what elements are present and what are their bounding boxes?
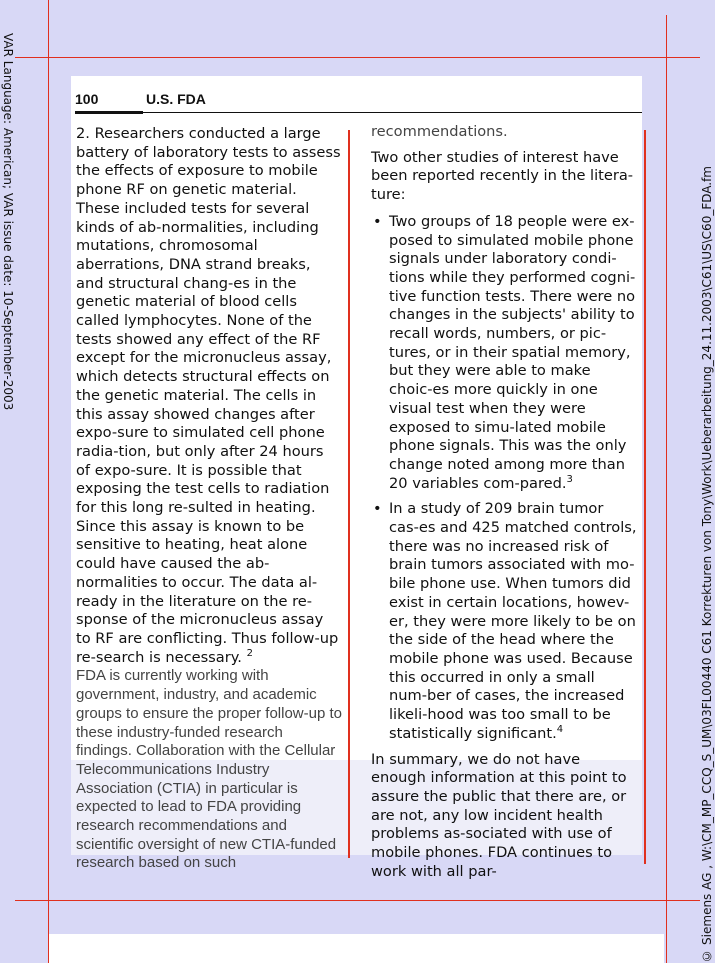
page-number: 100	[75, 91, 99, 107]
list-item	[371, 500, 637, 743]
footnote-ref-4: 4	[556, 723, 564, 735]
guide-line-bottom	[15, 900, 700, 901]
study-list	[371, 213, 637, 744]
header-rule	[75, 112, 642, 113]
paragraph-intro: Two other studies of interest have been reported recently in the litera-ture:	[371, 148, 634, 204]
footnote-ref-2: 2	[246, 647, 253, 659]
change-bar-left	[348, 130, 350, 858]
page-header	[75, 83, 642, 109]
document-page	[71, 76, 642, 880]
next-page-edge	[49, 934, 664, 963]
list-item-text: In a study of 209 brain tumor cas-es and 425 matched controls, there was no increased risk of brain tumors associated with mo-bile phone use. When tumors did exist in certain locations, howev-er, they were more likely to be on the side of the head where the mobile phone was used. Because this occurred in only a small num-ber of cases, the increased likeli-hood was too small to be statistically significant.	[389, 500, 637, 742]
guide-line-top	[15, 57, 700, 58]
footnote-ref-3: 3	[566, 473, 573, 485]
left-column	[76, 125, 342, 873]
paragraph-continuation: recommendations.	[371, 123, 508, 140]
paragraph-fda: FDA is currently working with government, industry, and academic groups to ensure the proper follow-up to these industry-funded research findings. Collaboration with the Cellular Telecommunications Industry Association (CTIA) in particular is expected to lead to FDA providing research recommendations and scientific oversight of new CTIA-funded research based on such	[76, 667, 342, 872]
header-rule-accent	[75, 111, 143, 114]
margin-note-left: VAR Language: American; VAR issue date: 10-September-2003	[1, 33, 15, 411]
paragraph-summary: In summary, we do not have enough information at this point to assure the public that there are, or are not, any low incident health problems as-sociated with use of mobile phones. FDA continues to work with all par-	[371, 750, 627, 880]
right-column	[371, 125, 637, 881]
guide-line-left	[48, 0, 49, 963]
list-item	[371, 213, 637, 494]
paragraph-research-text: 2. Researchers conducted a large battery of laboratory tests to assess the effects of exposure to mobile phone RF on genetic material. These included tests for several kinds of ab-normalities, including mutations, chromosomal aberrations, DNA strand breaks, and structural chang-es in the genetic material of blood cells called lymphocytes. None of the tests showed any effect of the RF except for the micronucleus assay, which detects structural effects on the genetic material. The cells in this assay showed changes after expo-sure to simulated cell phone radia-tion, but only after 24 hours of expo-sure. It is possible that exposing the test cells to radiation for this long re-sulted in heating. Since this assay is known to be sensitive to heating, heat alone could have caused the ab-normalities to occur. The data al-ready in the literature on the re-sponse of the micronucleus assay to RF are conflicting. Thus follow-up re-search is necessary.	[76, 125, 341, 666]
change-bar-right	[644, 130, 646, 864]
margin-note-right: © Siemens AG , W:\CM_MP_CCQ_S_UM\03FL00440 C61 Korrekturen von Tony\Work\Ueberarbeitung_24.11.2003\C61\US\C60_FDA.fm	[700, 166, 714, 963]
list-item-text: Two groups of 18 people were ex-posed to simulated mobile phone signals under laboratory condi-tions while they performed cogni-tive function tests. There were no changes in the subjects' ability to recall words, numbers, or pic-tures, or in their spatial memory, but they were able to make choic-es more quickly in one visual test when they were exposed to simu-lated mobile phone signals. This was the only change noted among more than 20 variables com-pared.	[389, 212, 636, 492]
guide-line-right	[666, 15, 667, 963]
paragraph-research	[76, 125, 342, 667]
section-title: U.S. FDA	[146, 91, 206, 107]
